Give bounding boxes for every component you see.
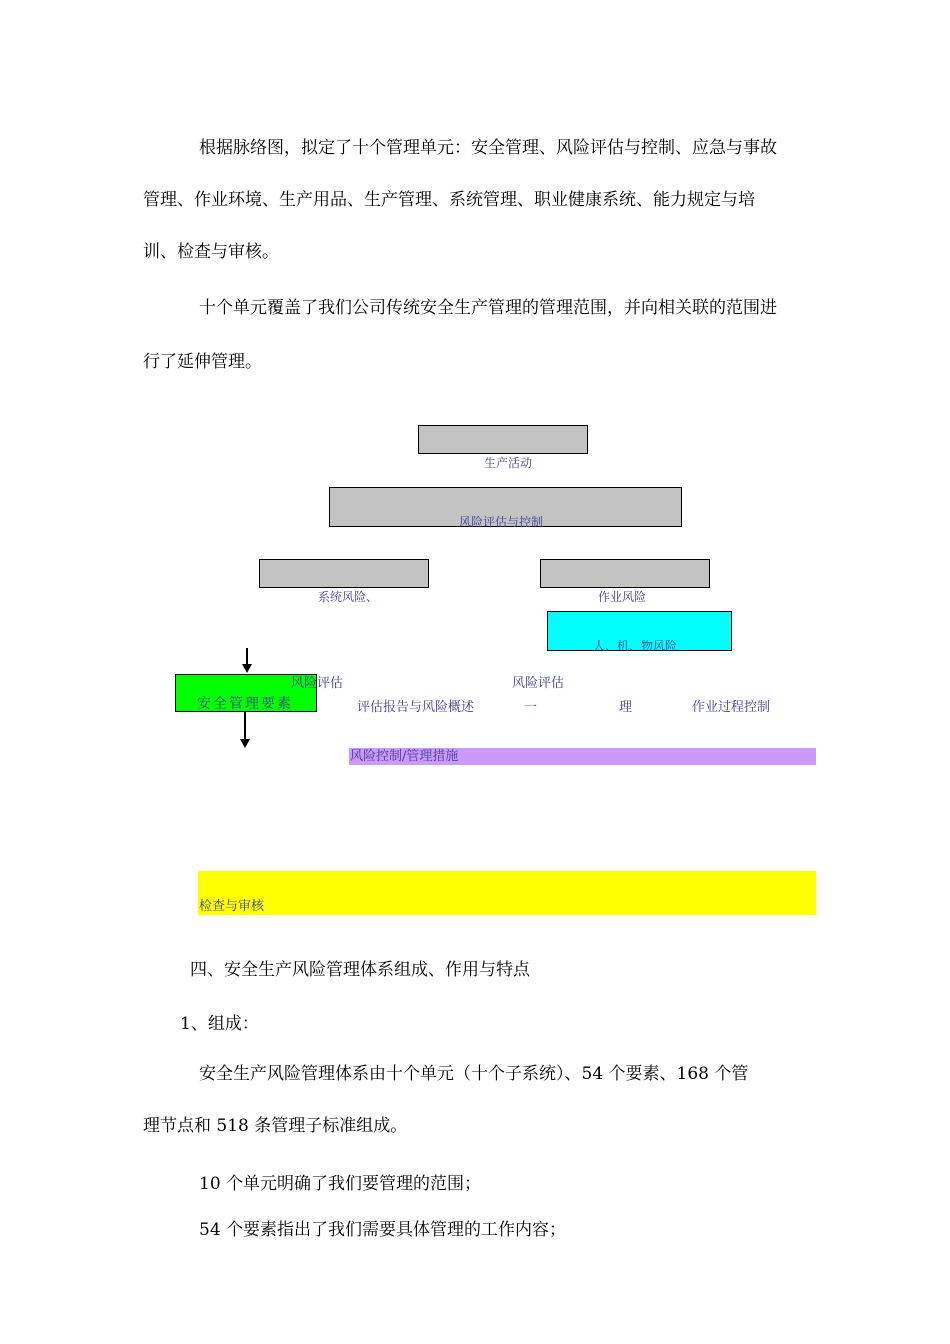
- section-heading: 四、安全生产风险管理体系组成、作用与特点: [190, 960, 530, 980]
- units-statement: 10 个单元明确了我们要管理的范围；: [199, 1174, 482, 1194]
- process-control-label: 作业过程控制: [692, 700, 771, 715]
- person-machine-risk-label: 人、机、物风险: [593, 639, 678, 653]
- intro-paragraph-2-line-2: 行了延伸管理。: [143, 352, 262, 372]
- elements-statement: 54 个要素指出了我们需要具体管理的工作内容；: [199, 1220, 567, 1240]
- system-risk-box: [259, 559, 429, 588]
- risk-eval-control-label: 风险评估与控制: [459, 515, 544, 529]
- arrow-down-bottom-head: [240, 739, 250, 748]
- safety-elements-label: 安全管理要素: [197, 696, 293, 712]
- arrow-down-top-line: [246, 648, 248, 665]
- intro-paragraph-2-line-1: 十个单元覆盖了我们公司传统安全生产管理的管理范围，并向相关联的范围进: [199, 298, 777, 318]
- composition-paragraph-line-1: 安全生产风险管理体系由十个单元（十个子系统）、54 个要素、168 个管: [199, 1064, 749, 1084]
- eval-report-label: 评估报告与风险概述: [357, 700, 475, 715]
- intro-paragraph-1-line-1: 根据脉络图，拟定了十个管理单元：安全管理、风险评估与控制、应急与事故: [199, 138, 777, 158]
- intro-paragraph-1-line-2: 管理、作业环境、生产用品、生产管理、系统管理、职业健康系统、能力规定与培: [143, 190, 755, 210]
- li-label: 理: [619, 700, 633, 715]
- risk-control-measures-label: 风险控制/管理措施: [350, 749, 459, 764]
- risk-eval-left-label: 风险评估: [291, 676, 344, 691]
- operation-risk-label: 作业风险: [598, 590, 647, 604]
- system-risk-label: 系统风险、: [318, 590, 379, 604]
- intro-paragraph-1-line-3: 训、检查与审核。: [143, 242, 279, 262]
- inspection-audit-label: 检查与审核: [199, 899, 265, 914]
- operation-risk-box: [540, 559, 710, 588]
- production-activity-label: 生产活动: [484, 456, 533, 470]
- risk-control-measures-bar: [349, 748, 816, 765]
- production-activity-box: [418, 425, 588, 454]
- arrow-down-bottom-line: [244, 712, 246, 740]
- arrow-down-top-head: [242, 664, 252, 673]
- dash-label: 一: [524, 700, 538, 715]
- risk-eval-right-label: 风险评估: [512, 676, 565, 691]
- inspection-audit-bar: [198, 871, 816, 915]
- subsection-heading: 1、组成：: [180, 1014, 259, 1034]
- composition-paragraph-line-2: 理节点和 518 条管理子标准组成。: [143, 1116, 408, 1136]
